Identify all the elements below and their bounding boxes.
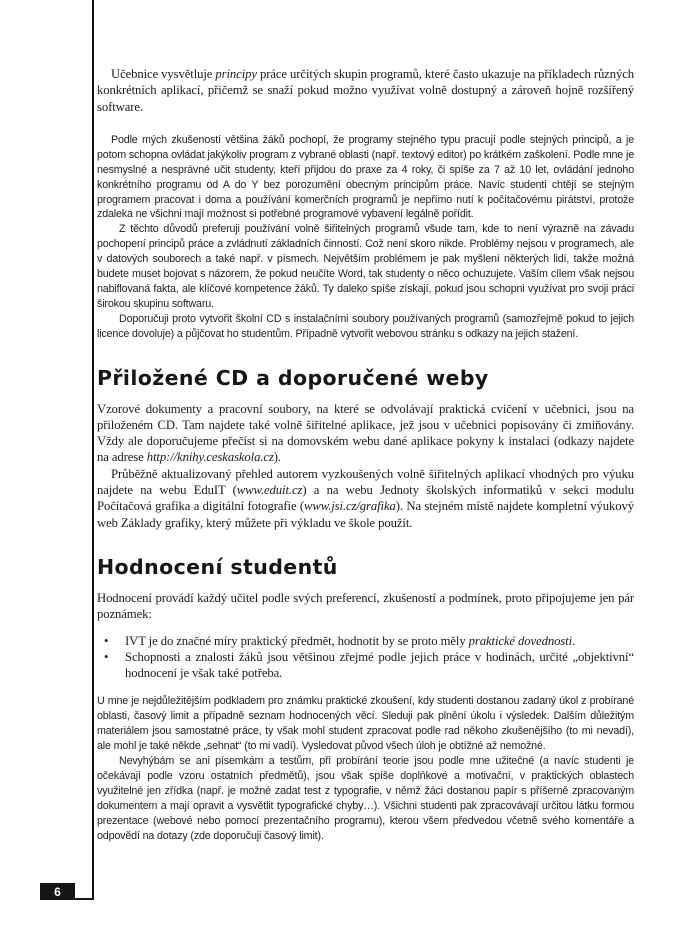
intro-text: Učebnice vysvětluje [111, 67, 216, 81]
list-item [97, 649, 634, 682]
quote-paragraph: Podle mých zkušeností většina žáků pochopí, že programy stejného typu pracují podle stejných principů, a je potom schopna ovládat jakýkoliv program z vybrané oblasti (např. textový editor) po krátkém zaškolení. Podle mne je nesmyslné a nesprávné učit studenty, kteří přijdou do praxe za 4 roky, či spíše za 7 až 10 let, ovládání jednoho konkrétního programu od A do Y bez porozumění obecným principům práce. Navíc studenti chtějí se stejným programem pracovat i doma a používání komerčních programů je nepřímo nutí k počítačovému pirátství, protože zdaleka ne všichni mají možnost si potřebné programové vybavení legálně pořídit. [97, 133, 634, 221]
grading-intro-paragraph: Hodnocení provádí každý učitel podle svých preferencí, zkušeností a podmínek, proto připojujeme jen pár poznámek: [97, 590, 634, 622]
cd-p2-url-eduit: www.eduit.cz [236, 483, 303, 498]
cd-p1-text-end: ). [273, 450, 281, 465]
cd-p2-text-mid: ) a na webu Jednoty školských informatiků v sekci modulu Počítačová grafika a digitální fotografie ( [97, 483, 634, 514]
quote-paragraph: Doporučuji proto vytvořit školní CD s instalačními soubory používaných programů (samozřejmě pokud to jejich licence dovoluje) a půjčovat ho studentům. Případně vytvořit webovou stránku s odkazy na jejich stažení. [97, 312, 634, 340]
list-item [97, 633, 634, 649]
quote-paragraph: U mne je nejdůležitějším podkladem pro známku praktické zkoušení, kdy studenti dostanou zadaný úkol z probírané oblasti, časový limit a případně seznam hodnocených věcí. Sleduji pak plnění úkolu i výsledek. Dalším důležitým materiálem jsou samostatné práce, ty však mohl student zpracovat podle rad někoho zkušenějšího (to mi nevadí), ale mohl je také někde „sehnat“ (to mi vadí). Vysledovat původ všech úloh je obtížné až nemožné. [97, 695, 634, 753]
bullet1-text: IVT je do značné míry praktický předmět, hodnotit by se proto měly [125, 633, 469, 648]
cd-p2-text: Průběžně aktualizovaný přehled autorem vyzkoušených volně šiřitelných aplikací vhodných pro výuku najdete na webu EduIT ( [97, 466, 634, 498]
left-margin-rule [92, 0, 94, 898]
page-number: 6 [54, 884, 61, 899]
bullet1-emphasis: praktické dovednosti [468, 633, 572, 648]
cd-p2-text-end: ). Na stejném místě najdete kompletní výukový web Základy grafiky, který můžete při výkladu ve škole použít. [97, 499, 634, 530]
cd-paragraph-1 [97, 401, 634, 466]
blockquote-teaching-principles [97, 133, 634, 342]
cd-p2-url-jsi: www.jsi.cz/grafika [304, 499, 396, 514]
footer-rule [74, 898, 94, 900]
cd-paragraph-2 [97, 466, 634, 531]
intro-paragraph [97, 66, 634, 115]
blockquote-grading-practice [97, 694, 634, 843]
page-content [97, 0, 634, 844]
quote-paragraph: Nevyhýbám se ani písemkám a testům, při probírání teorie jsou podle mne užitečné (a navíc studenti je očekávají podle vzoru ostatních předmětů), jsou však spíše doplňkové a motivační, v praktických oblastech využitelné jen zřídka (např. je možné zadat test z typografie, v němž žáci dostanou papír s příšerně zpracovaným dokumentem a mají opravit a vysvětlit typografické chyby…). Všichni studenti pak zpracovávají určitou látku formou prezentace (webové nebo pomocí prezentačního programu), kterou všem předvedou včetně svého komentáře a odpovědí na dotazy (zde doporučuji časový limit). [97, 755, 634, 842]
intro-text-cont: práce určitých skupin programů, které často ukazuje na příkladech různých konkrétních aplikací, přičemž se snaží pokud možno využívat volně dostupný a zároveň hojně rozšířený software. [97, 67, 634, 114]
quote-paragraph: Z těchto důvodů preferuji používání volně šiřitelných programů všude tam, kde to není výrazně na závadu pochopení principů práce a zvládnutí základních činností. Což není skoro nikde. Problémy nejsou v programech, ale v datových souborech a také např. v písmech. Největším problémem je pak myšlení některých lidí, takže možná budete muset bojovat s názorem, že pokud neučíte Word, tak studenty o něco ochuzujete. Vaším cílem však nejsou nabiflovaná fakta, ale klíčové kompetence žáků. Ty daleko spíše získají, pokud jsou schopni využívat pro svoji práci širokou skupinu softwaru. [97, 223, 634, 310]
cd-p1-text: Vzorové dokumenty a pracovní soubory, na které se odvolávají praktická cvičení v učebnici, jsou na přiloženém CD. Tam najdete také volně šiřitelné aplikace, jež jsou v učebnici popisovány či zmiňovány. Vždy ale doporučujeme přečíst si na domovském webu dané aplikace pokyny k instalaci (odkazy najdete na adrese [97, 401, 634, 465]
page-number-badge [40, 883, 75, 900]
bullet2-text: Schopnosti a znalosti žáků jsou většinou zřejmé podle jejich práce v hodinách, určité „objektivní“ hodnocení je však také potřeba. [125, 649, 634, 681]
bullet-icon: • [104, 633, 109, 648]
intro-emphasis: principy [215, 67, 257, 81]
grading-notes-list [97, 633, 634, 682]
bullet-icon: • [104, 649, 109, 664]
section-heading-hodnoceni: Hodnocení studentů [97, 554, 338, 579]
bullet1-text-end: . [572, 633, 576, 648]
section-heading-cd-weby: Přiložené CD a doporučené weby [97, 365, 489, 390]
cd-p1-url: http://knihy.ceskaskola.cz [146, 450, 274, 465]
